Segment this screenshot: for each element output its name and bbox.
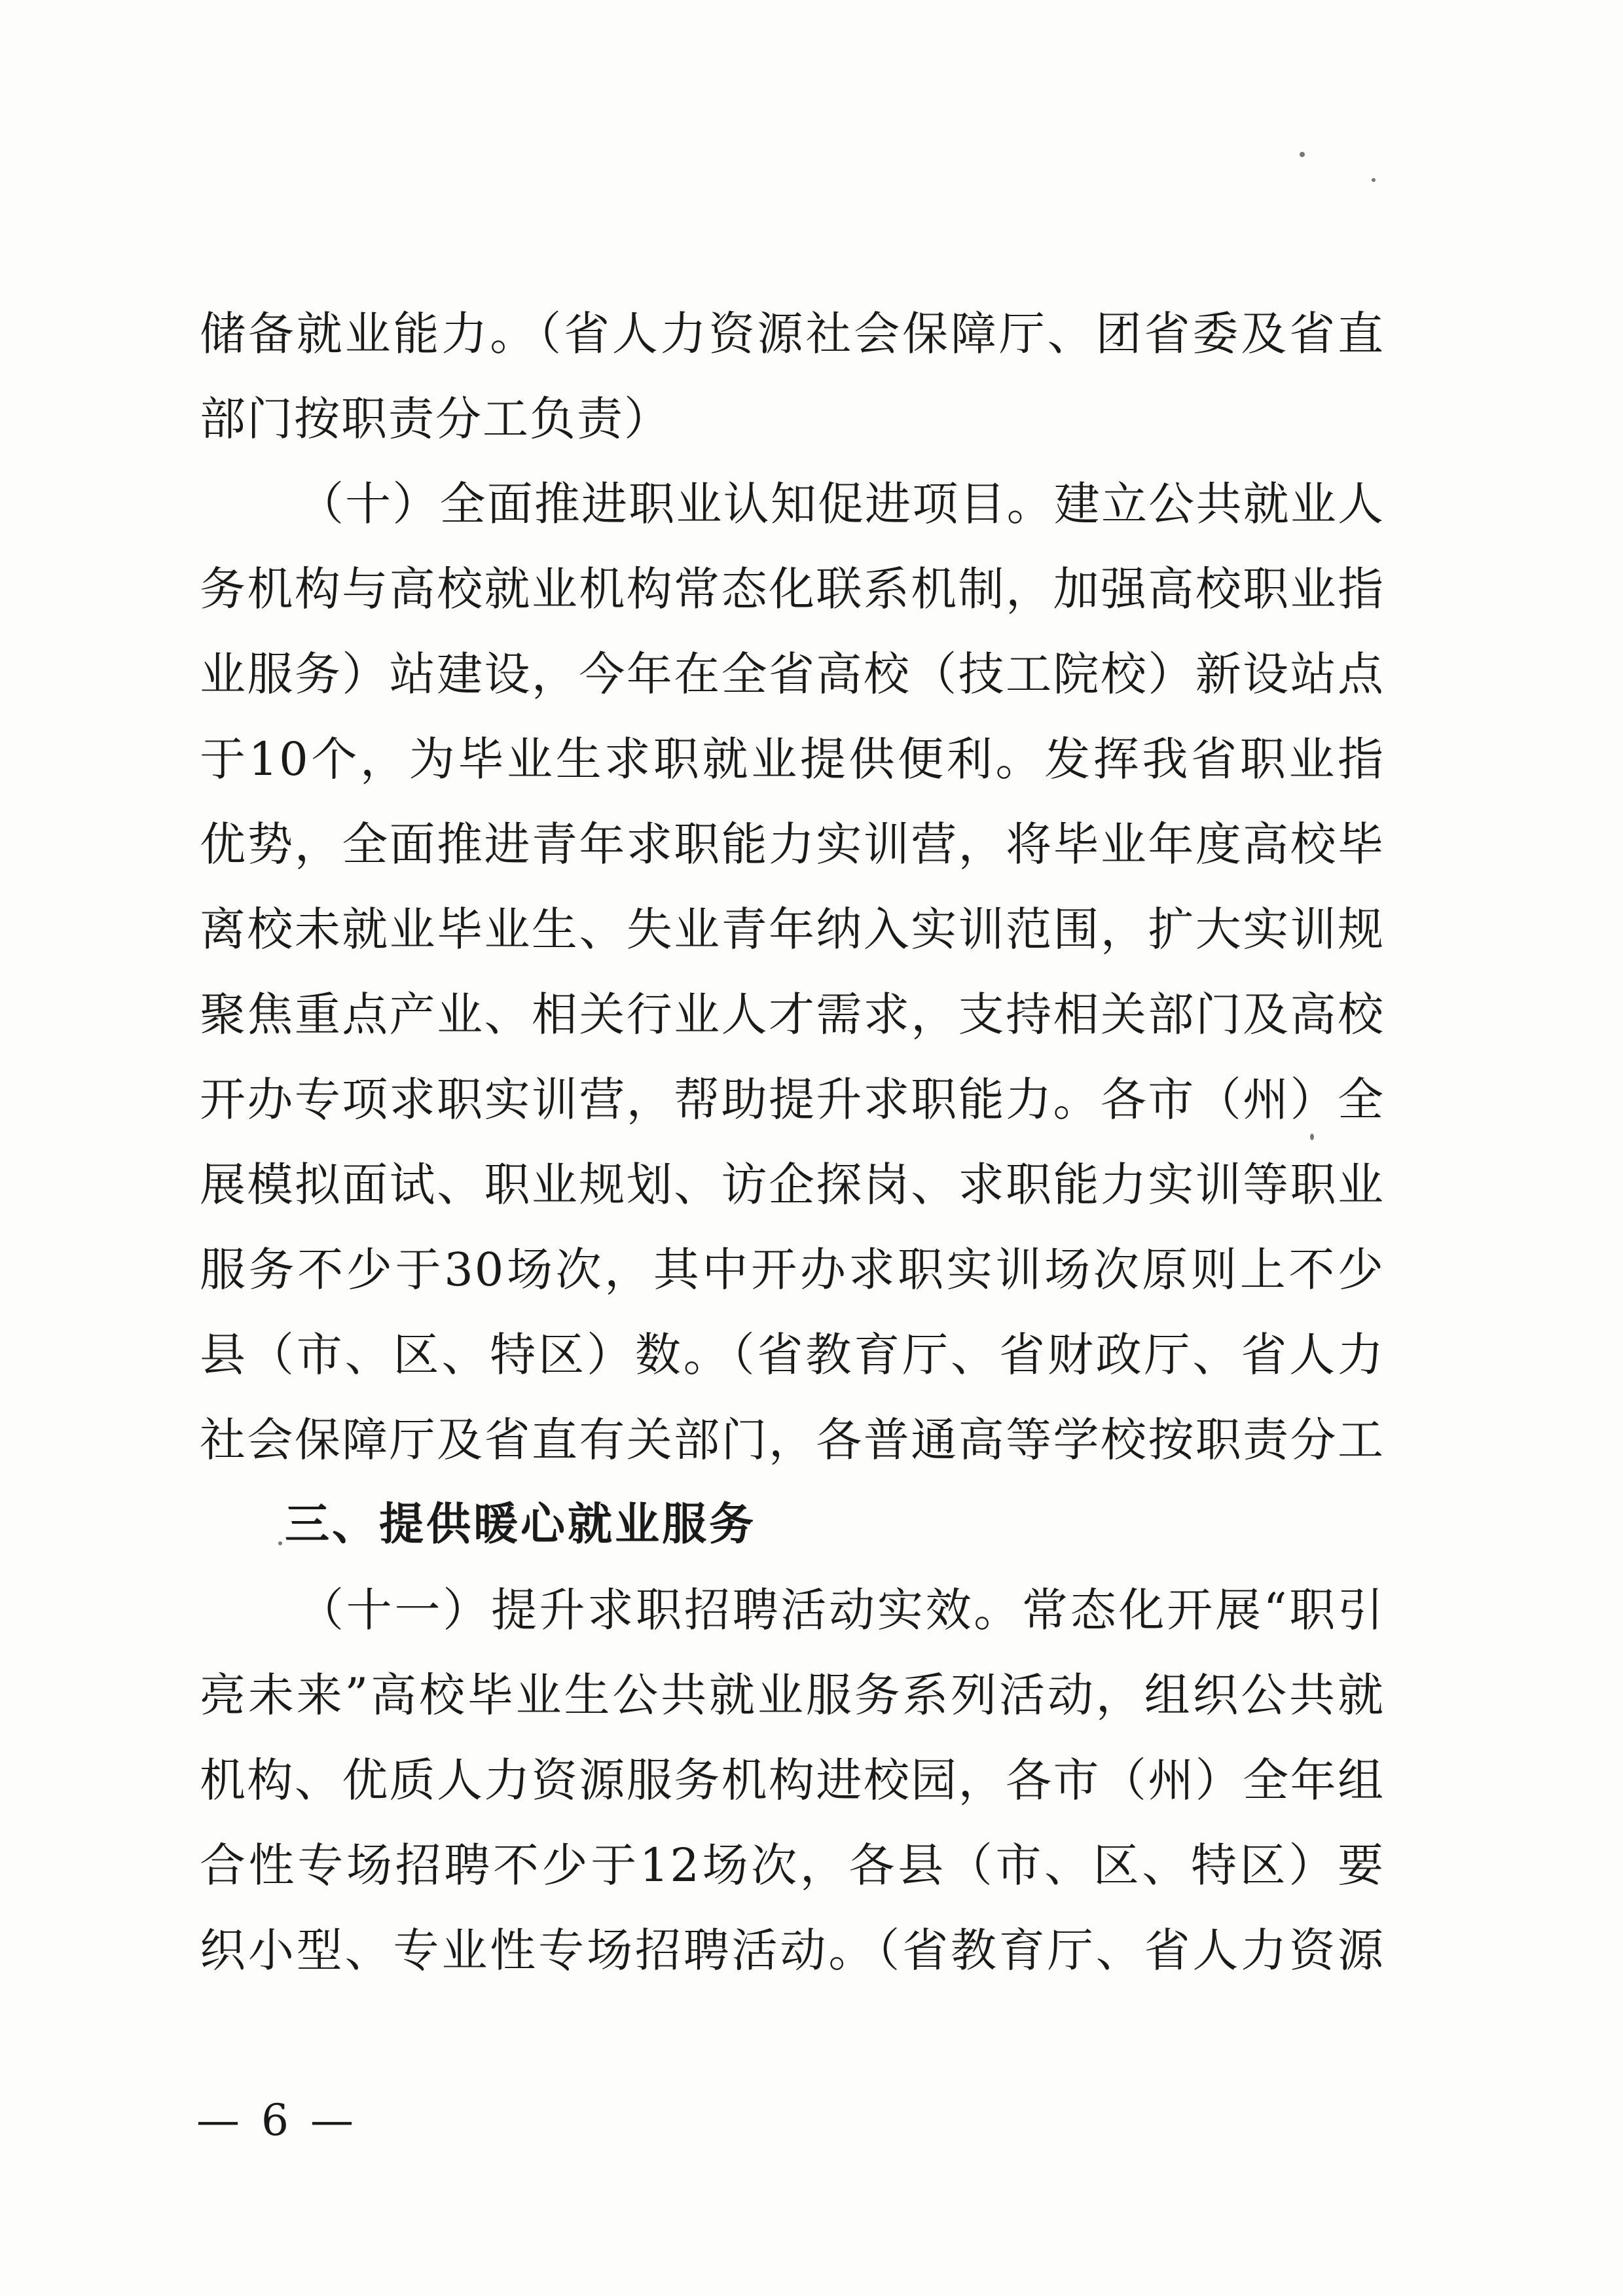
text-line-19: 合性专场招聘不少于12场次，各县（市、区、特区）要 [200, 1839, 1385, 1892]
scan-speck [1300, 152, 1305, 157]
text-line-13: 县（市、区、特区）数。（省教育厅、省财政厅、省人力 [200, 1328, 1385, 1382]
text-line-18: 机构、优质人力资源服务机构进校园，各市（州）全年组 [200, 1753, 1385, 1807]
text-line-4: 务机构与高校就业机构常态化联系机制，加强高校职业指 [200, 562, 1385, 616]
scan-speck [278, 1541, 282, 1545]
page-number: — 6 — [196, 2095, 357, 2145]
text-line-3: （十）全面推进职业认知促进项目。建立公共就业人 [298, 477, 1385, 531]
scan-speck [1372, 178, 1376, 182]
text-line-8: 离校未就业毕业生、失业青年纳入实训范围，扩大实训规 [200, 903, 1385, 956]
text-line-2: 部门按职责分工负责） [200, 392, 671, 446]
text-line-14: 社会保障厅及省直有关部门，各普通高等学校按职责分工 [200, 1413, 1385, 1467]
text-line-12: 服务不少于30场次，其中开办求职实训场次原则上不少 [200, 1243, 1385, 1297]
text-line-5: 业服务）站建设，今年在全省高校（技工院校）新设站点 [200, 647, 1385, 701]
text-line-10: 开办专项求职实训营，帮助提升求职能力。各市（州）全 [200, 1073, 1385, 1126]
scan-speck [1310, 1134, 1314, 1140]
text-line-20: 织小型、专业性专场招聘活动。（省教育厅、省人力资源 [200, 1924, 1385, 1977]
text-line-1: 储备就业能力。（省人力资源社会保障厅、团省委及省直 [200, 307, 1385, 361]
section-heading: 三、提供暖心就业服务 [285, 1499, 757, 1551]
text-line-17: 亮未来”高校毕业生公共就业服务系列活动，组织公共就 [200, 1668, 1385, 1722]
text-line-7: 优势，全面推进青年求职能力实训营，将毕业年度高校毕 [200, 817, 1385, 871]
text-line-11: 展模拟面试、职业规划、访企探岗、求职能力实训等职业 [200, 1158, 1385, 1211]
text-line-16: （十一）提升求职招聘活动实效。常态化开展“职引 [298, 1583, 1385, 1637]
text-line-6: 于10个，为毕业生求职就业提供便利。发挥我省职业指 [200, 732, 1385, 786]
text-line-9: 聚焦重点产业、相关行业人才需求，支持相关部门及高校 [200, 988, 1385, 1041]
